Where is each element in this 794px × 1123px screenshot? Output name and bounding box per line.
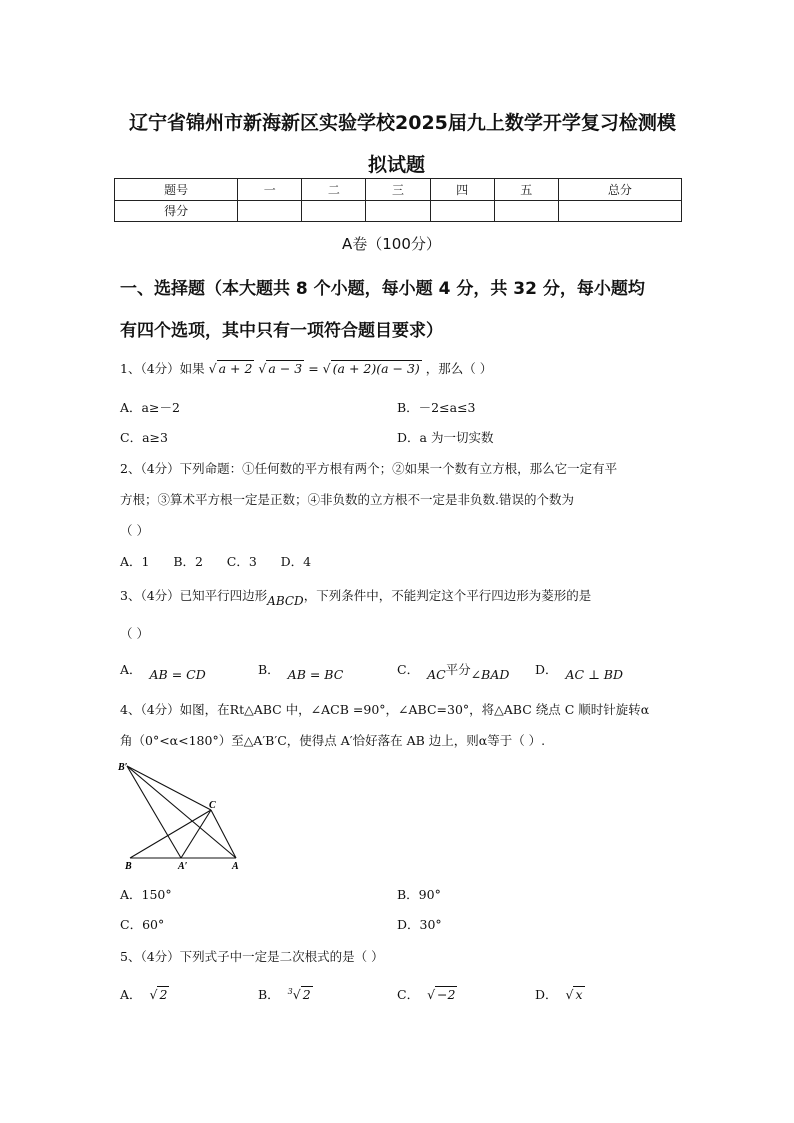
- edge-bprime-a: [127, 766, 236, 858]
- score-cell: 得分: [115, 200, 238, 222]
- q4-option-a[interactable]: A．150°: [120, 887, 172, 902]
- score-input-cell[interactable]: [430, 200, 494, 222]
- q5-option-b[interactable]: [258, 985, 313, 1003]
- score-cell: 二: [302, 179, 366, 201]
- question-4-line2: 角（0°<α<180°）至△A′B′C，使得点 A′恰好落在 AB 边上，则α等于（ ）.: [120, 733, 546, 748]
- q3-option-d-math: AC ⊥ BD: [565, 667, 624, 682]
- score-input-cell[interactable]: [366, 200, 430, 222]
- q5-option-a-radical: √ 2: [149, 987, 168, 1002]
- score-input-cell[interactable]: [558, 200, 681, 222]
- part1-heading-line2: 有四个选项，其中只有一项符合题目要求）: [120, 321, 443, 341]
- q3-option-c-math2: ∠BAD: [470, 667, 510, 682]
- edge-b-c: [130, 810, 211, 858]
- q3-option-d-label: D．: [535, 662, 558, 677]
- label-bprime: B′: [118, 762, 128, 773]
- q1-option-b[interactable]: B．－2≤a≤3: [397, 400, 476, 415]
- question-2-line2: 方根；③算术平方根一定是正数；④非负数的立方根不一定是非负数.错误的个数为: [120, 492, 574, 507]
- q4-triangle-figure: [115, 758, 250, 876]
- q5-option-c-radical: √ −2: [427, 987, 456, 1002]
- q3-option-c-label: C．: [397, 662, 420, 677]
- question-5-line1: 5、（4分）下列式子中一定是二次根式的是（ ）: [120, 949, 384, 964]
- label-c: C: [209, 800, 216, 811]
- score-cell: 一: [238, 179, 302, 201]
- q5-option-d-radical: √ x: [565, 987, 583, 1002]
- edge-c-a: [211, 810, 236, 858]
- score-cell: 三: [366, 179, 430, 201]
- q5-option-c-label: C．: [397, 987, 420, 1002]
- score-table-header-row: [115, 179, 682, 201]
- q1-option-d[interactable]: D．a 为一切实数: [397, 430, 494, 445]
- q3-option-c-math1: AC: [427, 667, 446, 682]
- q1-prefix: 1、（4分）如果: [120, 361, 205, 376]
- score-cell: 题号: [115, 179, 238, 201]
- q4-option-b[interactable]: B．90°: [397, 887, 441, 902]
- q4-option-c[interactable]: C．60°: [120, 917, 165, 932]
- score-input-cell[interactable]: [302, 200, 366, 222]
- q5-option-d[interactable]: [535, 985, 585, 1003]
- page-title-line1: 辽宁省锦州市新海新区实验学校2025届九上数学开学复习检测模: [129, 112, 676, 134]
- question-1: [120, 359, 492, 377]
- question-3-line1: [120, 586, 592, 608]
- part1-heading-line1: 一、选择题（本大题共 8 个小题，每小题 4 分，共 32 分，每小题均: [120, 279, 645, 299]
- q3-option-b-math: AB = BC: [287, 667, 344, 682]
- question-2-line1: 2、（4分）下列命题：①任何数的平方根有两个；②如果一个数有立方根，那么它一定有平: [120, 461, 618, 476]
- question-2-line3: （ ）: [120, 523, 149, 538]
- q1-radical-2: √ a − 3: [258, 361, 303, 376]
- score-input-cell[interactable]: [238, 200, 302, 222]
- q3-abcd: ABCD: [267, 594, 304, 608]
- label-b: B: [125, 861, 132, 872]
- score-input-cell[interactable]: [494, 200, 558, 222]
- q3-option-a-math: AB = CD: [149, 667, 206, 682]
- label-aprime: A′: [178, 861, 188, 872]
- q3-text-b: ，下列条件中，不能判定这个平行四边形为菱形的是: [303, 588, 592, 603]
- page-title-line2: 拟试题: [368, 154, 426, 176]
- q3-text-a: 3、（4分）已知平行四边形: [120, 588, 268, 603]
- score-cell: 五: [494, 179, 558, 201]
- q5-option-c[interactable]: [397, 985, 457, 1003]
- score-table-score-row: [115, 200, 682, 222]
- q1-suffix: ，那么（ ）: [425, 361, 493, 376]
- score-table: [114, 178, 682, 222]
- q1-option-a[interactable]: A．a≥－2: [120, 400, 180, 415]
- q5-option-a-label: A．: [120, 987, 142, 1002]
- q3-option-b-label: B．: [258, 662, 280, 677]
- q3-option-c-text: 平分: [445, 662, 471, 677]
- q3-option-c[interactable]: [397, 660, 510, 682]
- question-4-line1: 4、（4分）如图，在Rt△ABC 中，∠ACB =90°，∠ABC=30°，将△ABC 绕点 C 顺时针旋转α: [120, 702, 650, 717]
- label-a: A: [232, 861, 239, 872]
- score-cell: 四: [430, 179, 494, 201]
- edge-aprime-c: [181, 810, 211, 858]
- q4-option-d[interactable]: D．30°: [397, 917, 442, 932]
- q1-radical-1: √ a + 2: [208, 361, 253, 376]
- section-a-heading: A卷（100分）: [342, 235, 441, 253]
- question-3-line2: （ ）: [120, 626, 149, 641]
- q5-option-a[interactable]: [120, 985, 169, 1003]
- q2-options[interactable]: A．1 B．2 C．3 D．4: [120, 554, 312, 569]
- q1-option-c[interactable]: C．a≥3: [120, 430, 168, 445]
- q3-option-b[interactable]: [258, 660, 344, 682]
- q5-option-b-radical: $^3$√ 2: [287, 986, 311, 1002]
- q1-radical-3: √ (a + 2)(a − 3): [322, 361, 420, 376]
- q1-equals: =: [308, 361, 319, 376]
- q3-option-d[interactable]: [535, 660, 624, 682]
- q3-option-a[interactable]: [120, 660, 206, 682]
- q3-option-a-label: A．: [120, 662, 142, 677]
- score-cell: 总分: [558, 179, 681, 201]
- q5-option-d-label: D．: [535, 987, 558, 1002]
- q5-option-b-label: B．: [258, 987, 280, 1002]
